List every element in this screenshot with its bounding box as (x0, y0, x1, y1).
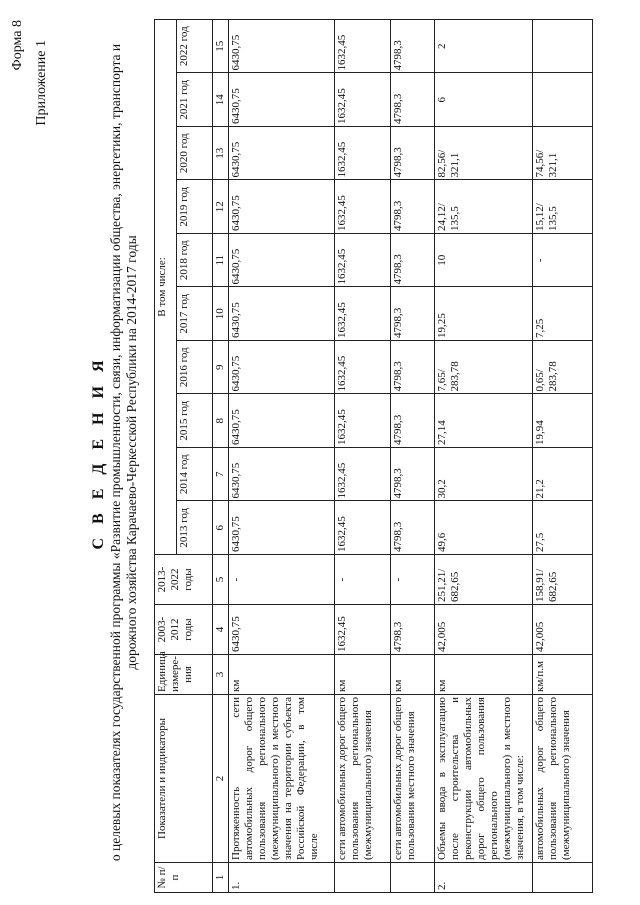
column-number: 10 (213, 287, 229, 341)
row-year-value: 4798,3 (391, 180, 435, 234)
row-year-value: 1632,45 (335, 501, 391, 555)
row-year-value: 4798,3 (391, 234, 435, 288)
row-year-value: 6430,75 (229, 501, 335, 555)
row-year-value: 6430,75 (229, 448, 335, 502)
row-year-value: 4798,3 (391, 19, 435, 73)
row-year-value: 1632,45 (335, 341, 391, 395)
row-year-value: 4798,3 (391, 448, 435, 502)
header-year: 2020 год (177, 127, 213, 181)
row-year-value: 1632,45 (335, 394, 391, 448)
row-unit: км (391, 655, 435, 695)
column-number: 15 (213, 19, 229, 73)
row-num (533, 863, 593, 893)
row-year-value: 6430,75 (229, 234, 335, 288)
row-value: 1632,45 (335, 605, 391, 655)
row-year-value: 4798,3 (391, 501, 435, 555)
row-year-value: 1632,45 (335, 127, 391, 181)
row-year-value: 4798,3 (391, 341, 435, 395)
appendix-label: Приложение 1 (34, 40, 49, 126)
row-year-value: 30,2 (435, 448, 533, 502)
row-year-value: 6430,75 (229, 73, 335, 127)
row-value: 42,005 (533, 605, 593, 655)
column-number: 2 (213, 695, 229, 863)
row-indicator: автомобильных дорог общего пользования регионального (межмуниципального) значения (533, 695, 593, 863)
row-year-value: 1632,45 (335, 287, 391, 341)
row-value: - (229, 555, 335, 605)
row-indicator: сети автомобильных дорог общего пользования местного значения (391, 695, 435, 863)
row-year-value: 82,56/ 321,1 (435, 127, 533, 181)
column-number: 13 (213, 127, 229, 181)
header-in-that: В том числе: (155, 19, 177, 554)
row-year-value: 4798,3 (391, 73, 435, 127)
row-year-value: 21,2 (533, 448, 593, 502)
row-num (391, 863, 435, 893)
row-year-value: 7,25 (533, 287, 593, 341)
row-num (335, 863, 391, 893)
row-year-value: 74,56/ 321,1 (533, 127, 593, 181)
table-row (335, 19, 391, 892)
header-year: 2016 год (177, 341, 213, 395)
row-year-value: 19,94 (533, 394, 593, 448)
row-year-value: 6430,75 (229, 394, 335, 448)
row-year-value: 1632,45 (335, 448, 391, 502)
row-year-value: 27,5 (533, 501, 593, 555)
row-year-value: 1632,45 (335, 180, 391, 234)
row-year-value: 10 (435, 234, 533, 288)
header-year: 2017 год (177, 287, 213, 341)
header-2013-2022: 2013-2022 годы (155, 555, 213, 605)
header-year: 2022 год (177, 19, 213, 73)
row-value: 251,21/ 682,65 (435, 555, 533, 605)
column-number: 1 (213, 863, 229, 893)
row-value: 6430,75 (229, 605, 335, 655)
header-year: 2018 год (177, 234, 213, 288)
table-row (391, 19, 435, 892)
header-2003-2012: 2003-2012 годы (155, 605, 213, 655)
column-number: 9 (213, 341, 229, 395)
column-number: 8 (213, 394, 229, 448)
row-year-value: 1632,45 (335, 19, 391, 73)
header-year: 2015 год (177, 394, 213, 448)
row-year-value: 0,65/ 283,78 (533, 341, 593, 395)
column-number: 11 (213, 234, 229, 288)
row-year-value (533, 73, 593, 127)
row-num: 1. (229, 863, 335, 893)
row-year-value: 15,12/ 135,5 (533, 180, 593, 234)
row-indicator: Протяженность сети автомобильных дорог общего пользования регионального (межмуниципального) и местного значения на территории субъекта Российской Федерации, в том числе (229, 695, 335, 863)
row-unit: км/п.м (533, 655, 593, 695)
header-year: 2014 год (177, 448, 213, 502)
table-row (435, 19, 533, 892)
header-indicator: Показатели и индикаторы (155, 695, 213, 863)
document-title: С В Е Д Е Н И Я (90, 355, 107, 550)
row-num: 2. (435, 863, 533, 893)
table-row (533, 19, 593, 892)
column-number: 12 (213, 180, 229, 234)
row-year-value: 4798,3 (391, 127, 435, 181)
column-number: 7 (213, 448, 229, 502)
row-year-value: 6430,75 (229, 180, 335, 234)
header-year: 2019 год (177, 180, 213, 234)
row-value: 158,91/ 682,65 (533, 555, 593, 605)
row-year-value: 24,12/ 135,5 (435, 180, 533, 234)
column-number: 5 (213, 555, 229, 605)
row-unit: км (229, 655, 335, 695)
row-year-value: 6430,75 (229, 287, 335, 341)
header-year: 2021 год (177, 73, 213, 127)
row-year-value: 6430,75 (229, 127, 335, 181)
indicators-table (154, 19, 593, 893)
header-year: 2013 год (177, 501, 213, 555)
row-value: 42,005 (435, 605, 533, 655)
row-year-value (533, 19, 593, 73)
header-num: № п/п (155, 863, 213, 893)
document-subtitle: о целевых показателях государственной программы «Развитие промышленности, связи, информатизации общества, энергетики, транспорта и дорожного хозяйства Карачаево-Черкесской Республики на 2014-2017 годы (108, 43, 139, 862)
row-year-value: 1632,45 (335, 234, 391, 288)
row-year-value: 1632,45 (335, 73, 391, 127)
row-year-value: 4798,3 (391, 287, 435, 341)
row-year-value: 19,25 (435, 287, 533, 341)
row-value: - (335, 555, 391, 605)
row-year-value: 27,14 (435, 394, 533, 448)
column-number: 4 (213, 605, 229, 655)
row-year-value: 6430,75 (229, 19, 335, 73)
row-year-value: 4798,3 (391, 394, 435, 448)
row-unit: км (435, 655, 533, 695)
row-indicator: Объемы ввода в эксплуатацию после строительства и реконструкции автомобильных дорог общего пользования регионального (межмуниципального) и местного значения, в том числе: (435, 695, 533, 863)
header-unit: Единица измере-ния (155, 655, 213, 695)
row-value: 4798,3 (391, 605, 435, 655)
column-number: 3 (213, 655, 229, 695)
row-unit: км (335, 655, 391, 695)
row-year-value: 49,6 (435, 501, 533, 555)
row-value: - (391, 555, 435, 605)
form-label: Форма 8 (10, 20, 25, 71)
column-number: 6 (213, 501, 229, 555)
column-number: 14 (213, 73, 229, 127)
row-year-value: - (533, 234, 593, 288)
row-year-value: 6 (435, 73, 533, 127)
row-year-value: 2 (435, 19, 533, 73)
row-year-value: 6430,75 (229, 341, 335, 395)
table-row (229, 19, 335, 892)
row-year-value: 7,65/ 283,78 (435, 341, 533, 395)
row-indicator: сети автомобильных дорог общего пользования регионального (межмуниципального) значения (335, 695, 391, 863)
